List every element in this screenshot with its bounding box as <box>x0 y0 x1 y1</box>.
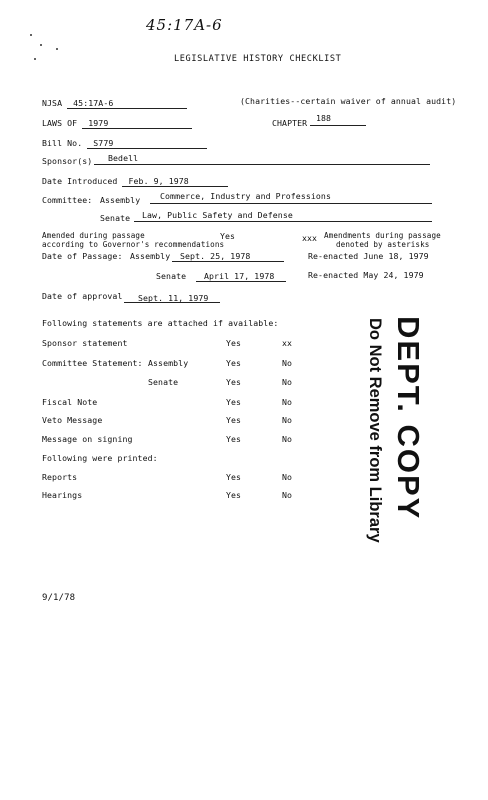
date-introduced-row <box>42 176 228 187</box>
footer-initials: 9/1/78 <box>42 593 76 603</box>
handwritten-statute-reference: 45:17A-6 <box>146 16 223 34</box>
scan-speck <box>56 48 58 50</box>
committee-senate-underline <box>134 221 432 222</box>
sponsors-underline <box>94 164 430 165</box>
statement-yes-struck: Yes <box>226 434 242 444</box>
passage-assembly-value: Sept. 25, 1978 <box>180 251 251 261</box>
committee-assembly-value: Commerce, Industry and Professions <box>160 191 331 201</box>
passage-senate-label: Senate <box>156 271 187 281</box>
statement-yes: Yes <box>226 415 242 425</box>
passage-senate-underline <box>196 281 286 282</box>
attached-heading: Following statements are attached if available: <box>42 318 279 328</box>
amendments-note-2: denoted by asterisks <box>336 240 430 249</box>
statement-no: No <box>282 415 293 425</box>
statement-no: No <box>282 434 293 444</box>
chapter-label: CHAPTER <box>272 118 308 128</box>
bill-no-label: Bill No. <box>42 138 83 148</box>
committee-assembly-label: Assembly <box>100 195 141 205</box>
printed-heading: Following were printed: <box>42 453 158 463</box>
assembly-reenacted-note: Re-enacted June 18, 1979 <box>308 251 429 261</box>
committee-label: Committee: <box>42 195 93 205</box>
passage-assembly-underline <box>172 261 284 262</box>
date-introduced-value: Feb. 9, 1978 <box>122 176 228 187</box>
amendments-note-1: Amendments during passage <box>324 231 441 240</box>
printed-no: No <box>282 490 293 500</box>
statement-yes: Yes <box>226 338 242 348</box>
senate-reenacted-note: Re-enacted May 24, 1979 <box>308 270 424 280</box>
statement-label: Veto Message <box>42 415 103 425</box>
njsa-label: NJSA <box>42 98 63 108</box>
laws-of-row <box>42 118 192 129</box>
statement-sub-label: Senate <box>148 377 179 387</box>
statement-yes-struck: Yes <box>226 358 242 368</box>
njsa-value: 45:17A-6 <box>67 98 187 109</box>
printed-label: Hearings <box>42 490 83 500</box>
statement-label: Sponsor statement <box>42 338 128 348</box>
statement-no: No <box>282 358 293 368</box>
bill-no-value: S779 <box>87 138 207 149</box>
laws-of-value: 1979 <box>82 118 192 129</box>
dept-copy-stamp: DEPT. COPY <box>391 316 426 521</box>
printed-label: Reports <box>42 472 78 482</box>
amended-label: Amended during passage <box>42 231 145 240</box>
printed-yes-struck: Yes <box>226 490 242 500</box>
statement-label: Committee Statement: <box>42 358 143 368</box>
committee-senate-value: Law, Public Safety and Defense <box>142 210 293 220</box>
njsa-note: (Charities--certain waiver of annual audit) <box>240 96 457 106</box>
chapter-underline <box>310 125 366 126</box>
amended-yes: Yes <box>220 231 236 241</box>
statement-sub-label: Assembly <box>148 358 189 368</box>
scan-speck <box>30 34 32 36</box>
statement-yes-struck: Yes <box>226 377 242 387</box>
scan-speck <box>34 58 36 60</box>
page-title: LEGISLATIVE HISTORY CHECKLIST <box>174 54 342 64</box>
printed-no: No <box>282 472 293 482</box>
bill-no-row <box>42 138 207 149</box>
amended-struck-no: xxx <box>302 233 318 243</box>
statement-no: No <box>282 377 293 387</box>
amended-label-2: according to Governor's recommendations <box>42 240 225 249</box>
laws-of-label: LAWS OF <box>42 118 78 128</box>
passage-assembly-label: Assembly <box>130 251 171 261</box>
chapter-value: 188 <box>316 113 332 123</box>
committee-assembly-underline <box>150 203 432 204</box>
njsa-row <box>42 98 187 109</box>
printed-yes-struck: Yes <box>226 472 242 482</box>
statement-yes-struck: Yes <box>226 397 242 407</box>
scan-speck <box>40 44 42 46</box>
approval-value: Sept. 11, 1979 <box>138 293 209 303</box>
sponsors-label: Sponsor(s) <box>42 156 93 166</box>
statement-no: No <box>282 397 293 407</box>
statement-no-struck: xx <box>282 338 293 348</box>
approval-label: Date of approval <box>42 291 123 301</box>
sponsors-value: Bedell <box>108 153 139 163</box>
committee-senate-label: Senate <box>100 213 131 223</box>
passage-label: Date of Passage: <box>42 251 123 261</box>
date-introduced-label: Date Introduced <box>42 176 118 186</box>
statement-label: Message on signing <box>42 434 133 444</box>
passage-senate-value: April 17, 1978 <box>204 271 275 281</box>
approval-underline <box>124 302 220 303</box>
statement-label: Fiscal Note <box>42 397 98 407</box>
do-not-remove-stamp: Do Not Remove from Library <box>366 318 384 543</box>
